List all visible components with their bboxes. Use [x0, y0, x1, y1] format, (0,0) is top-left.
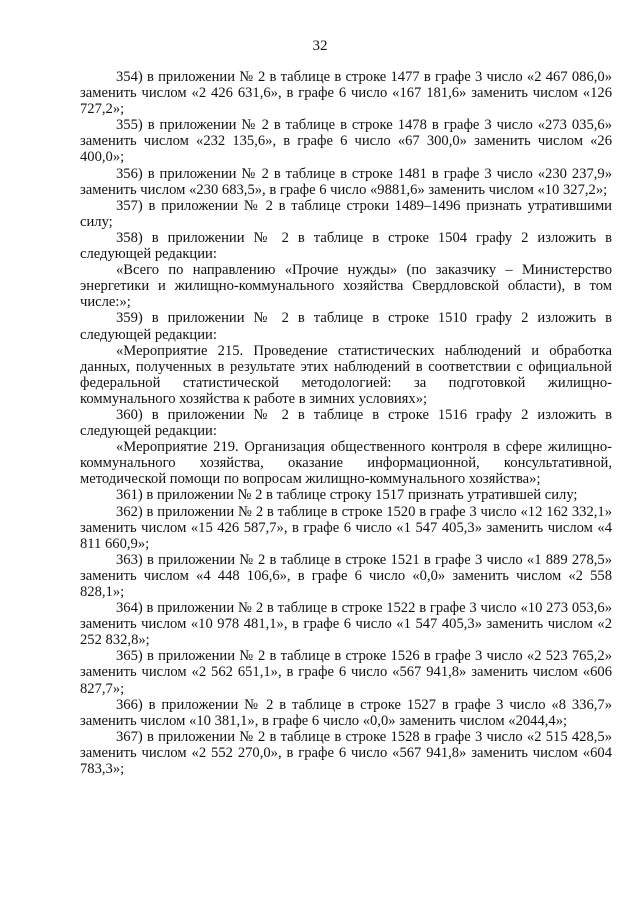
paragraph-356: 356) в приложении № 2 в таблице в строке 1481 в графе 3 число «230 237,9» заменить числом «230 683,5», в графе 6 число «9881,6» заменить числом «10 327,2»;: [80, 165, 612, 198]
quote-358: «Всего по направлению «Прочие нужды» (по заказчику – Министерство энергетики и жилищно-коммунального хозяйства Свердловской области), в том числе:»;: [80, 262, 612, 311]
paragraph-363: 363) в приложении № 2 в таблице в строке 1521 в графе 3 число «1 889 278,5» заменить числом «4 448 106,6», в графе 6 число «0,0» заменить числом «2 558 828,1»;: [80, 551, 612, 600]
paragraph-360: 360) в приложении № 2 в таблице в строке 1516 графу 2 изложить в следующей редакции:: [80, 406, 612, 440]
quote-359: «Мероприятие 215. Проведение статистических наблюдений и обработка данных, полученных в результате этих наблюдений в соответствии с официальной федеральной статистической методологией: за подготовкой жилищно-коммунального хозяйства к работе в зимних условиях»;: [80, 342, 612, 407]
paragraph-354: 354) в приложении № 2 в таблице в строке 1477 в графе 3 число «2 467 086,0» заменить числом «2 426 631,6», в графе 6 число «167 181,6» заменить числом «126 727,2»;: [80, 69, 612, 118]
paragraph-359: 359) в приложении № 2 в таблице в строке 1510 графу 2 изложить в следующей редакции:: [80, 310, 612, 343]
paragraph-357: 357) в приложении № 2 в таблице строки 1489–1496 признать утратившими силу;: [80, 197, 612, 230]
paragraph-364: 364) в приложении № 2 в таблице в строке 1522 в графе 3 число «10 273 053,6» заменить числом «10 978 481,1», в графе 6 число «1 547 405,3» заменить числом «2 252 832,8»;: [80, 600, 612, 649]
paragraph-358: 358) в приложении № 2 в таблице в строке 1504 графу 2 изложить в следующей редакции:: [80, 229, 612, 263]
document-body: [80, 69, 612, 777]
quote-360: «Мероприятие 219. Организация общественного контроля в сфере жилищно-коммунального хозяйства, оказание информационной, консультативной, методической помощи по вопросам жилищно-коммунального хозяйства»;: [80, 439, 612, 488]
paragraph-355: 355) в приложении № 2 в таблице в строке 1478 в графе 3 число «273 035,6» заменить числом «232 135,6», в графе 6 число «67 300,0» заменить числом «26 400,0»;: [80, 117, 612, 166]
paragraph-367: 367) в приложении № 2 в таблице в строке 1528 в графе 3 число «2 515 428,5» заменить числом «2 552 270,0», в графе 6 число «567 941,8» заменить числом «604 783,3»;: [80, 728, 612, 778]
paragraph-365: 365) в приложении № 2 в таблице в строке 1526 в графе 3 число «2 523 765,2» заменить числом «2 562 651,1», в графе 6 число «567 941,8» заменить числом «606 827,7»;: [80, 648, 612, 697]
page-number: 32: [312, 38, 328, 54]
paragraph-366: 366) в приложении № 2 в таблице в строке 1527 в графе 3 число «8 336,7» заменить числом «10 381,1», в графе 6 число «0,0» заменить числом «2044,4»;: [80, 696, 612, 729]
paragraph-362: 362) в приложении № 2 в таблице в строке 1520 в графе 3 число «12 162 332,1» заменить числом «15 426 587,7», в графе 6 число «1 547 405,3» заменить числом «4 811 660,9»;: [80, 503, 612, 552]
paragraph-361: 361) в приложении № 2 в таблице строку 1517 признать утратившей силу;: [116, 487, 578, 504]
